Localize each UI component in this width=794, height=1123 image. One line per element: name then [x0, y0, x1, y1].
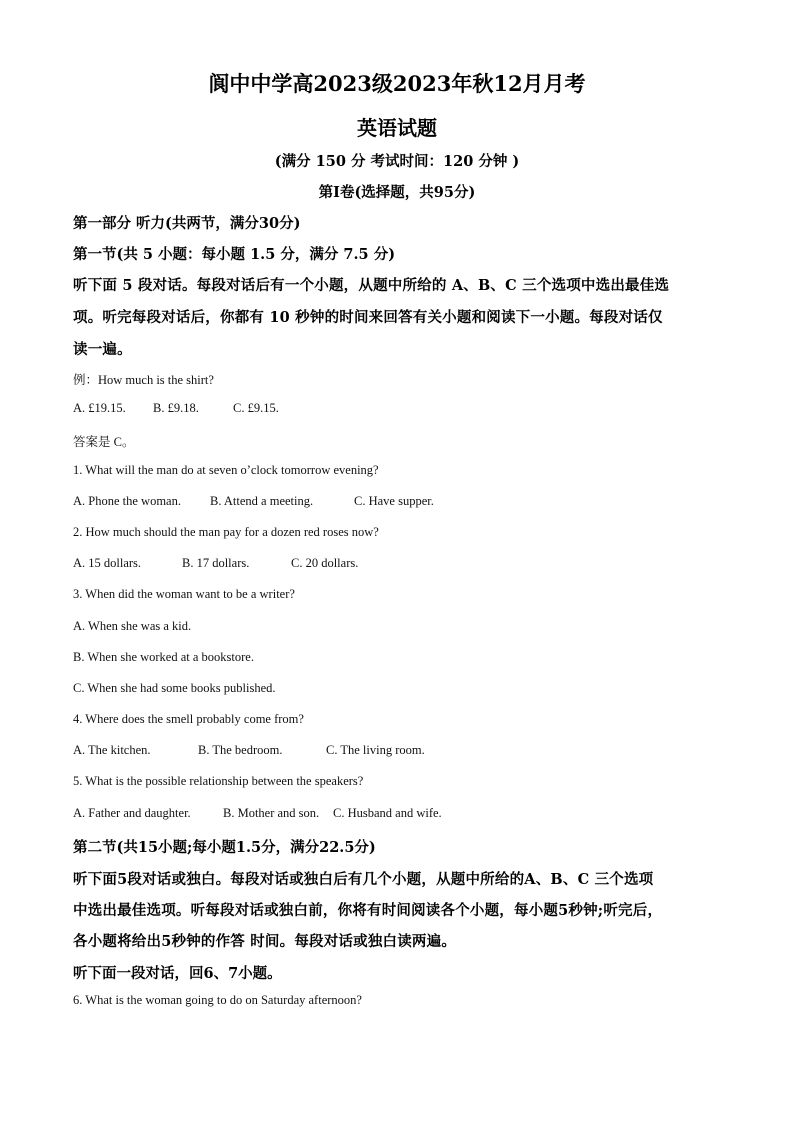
- q5-option-b: B. Mother and son.: [223, 806, 320, 820]
- example-options: [73, 401, 723, 416]
- instruction-line-1: 听下面 5 段对话。每段对话后有一个小题，从题中所给的 A、B、C 三个选项中选出最佳选: [73, 277, 670, 294]
- question-4-options: [73, 743, 723, 758]
- q1-option-c: C. Have supper.: [354, 494, 434, 508]
- q4-option-a: A. The kitchen.: [73, 743, 151, 757]
- sub-instruction: 听下面一段对话，回6、7小题。: [73, 965, 282, 982]
- exam-title: 阆中中学高2023级2023年秋12月月考: [208, 71, 586, 96]
- q2-option-b: B. 17 dollars.: [182, 556, 250, 570]
- question-2-options: [73, 556, 723, 571]
- section2-instruction-3: 各小题将给出5秒钟的作答 时间。每段对话或独白读两遍。: [73, 933, 457, 950]
- q1-option-a: A. Phone the woman.: [73, 494, 181, 508]
- example-question: 例：How much is the shirt?: [73, 373, 214, 387]
- q3-option-a: A. When she was a kid.: [73, 619, 192, 633]
- q2-option-a: A. 15 dollars.: [73, 556, 142, 570]
- volume-title: 第I卷(选择题，共95分): [318, 184, 476, 201]
- q1-option-b: B. Attend a meeting.: [210, 494, 314, 508]
- question-5-options: [73, 806, 723, 821]
- instruction-line-2: 项。听完每段对话后，你都有 10 秒钟的时间来回答有关小题和阅读下一小题。每段对话仅: [73, 309, 663, 326]
- question-5: 5. What is the possible relationship between the speakers?: [73, 774, 364, 788]
- section1-heading: 第一节(共 5 小题：每小题 1.5 分，满分 7.5 分): [73, 246, 396, 263]
- example-answer: 答案是 C。: [73, 435, 135, 449]
- exam-info: (满分 150 分 考试时间：120 分钟 ): [274, 153, 520, 170]
- q3-option-b: B. When she worked at a bookstore.: [73, 650, 254, 664]
- section2-instruction-1: 听下面5段对话或独白。每段对话或独白后有几个小题，从题中所给的A、B、C 三个选项: [73, 871, 654, 888]
- question-1-options: [73, 494, 723, 509]
- subject-title: 英语试题: [357, 116, 437, 140]
- q5-option-c: C. Husband and wife.: [333, 806, 442, 820]
- part1-heading: 第一部分 听力(共两节，满分30分): [73, 215, 301, 232]
- q5-option-a: A. Father and daughter.: [73, 806, 191, 820]
- instruction-line-3: 读一遍。: [73, 341, 132, 358]
- question-2: 2. How much should the man pay for a dozen red roses now?: [73, 525, 379, 539]
- question-3: 3. When did the woman want to be a writer?: [73, 587, 295, 601]
- section2-instruction-2: 中选出最佳选项。听每段对话或独白前，你将有时间阅读各个小题，每小题5秒钟;听完后，: [73, 902, 663, 919]
- example-option-a: A. £19.15.: [73, 401, 126, 415]
- example-option-b: B. £9.18.: [153, 401, 199, 415]
- q3-option-c: C. When she had some books published.: [73, 681, 276, 695]
- q4-option-b: B. The bedroom.: [198, 743, 283, 757]
- question-6: 6. What is the woman going to do on Saturday afternoon?: [73, 993, 362, 1007]
- section2-heading: 第二节(共15小题;每小题1.5分，满分22.5分): [73, 839, 376, 856]
- question-4: 4. Where does the smell probably come from?: [73, 712, 304, 726]
- question-1: 1. What will the man do at seven o’clock tomorrow evening?: [73, 463, 379, 477]
- q4-option-c: C. The living room.: [326, 743, 425, 757]
- q2-option-c: C. 20 dollars.: [291, 556, 359, 570]
- example-option-c: C. £9.15.: [233, 401, 279, 415]
